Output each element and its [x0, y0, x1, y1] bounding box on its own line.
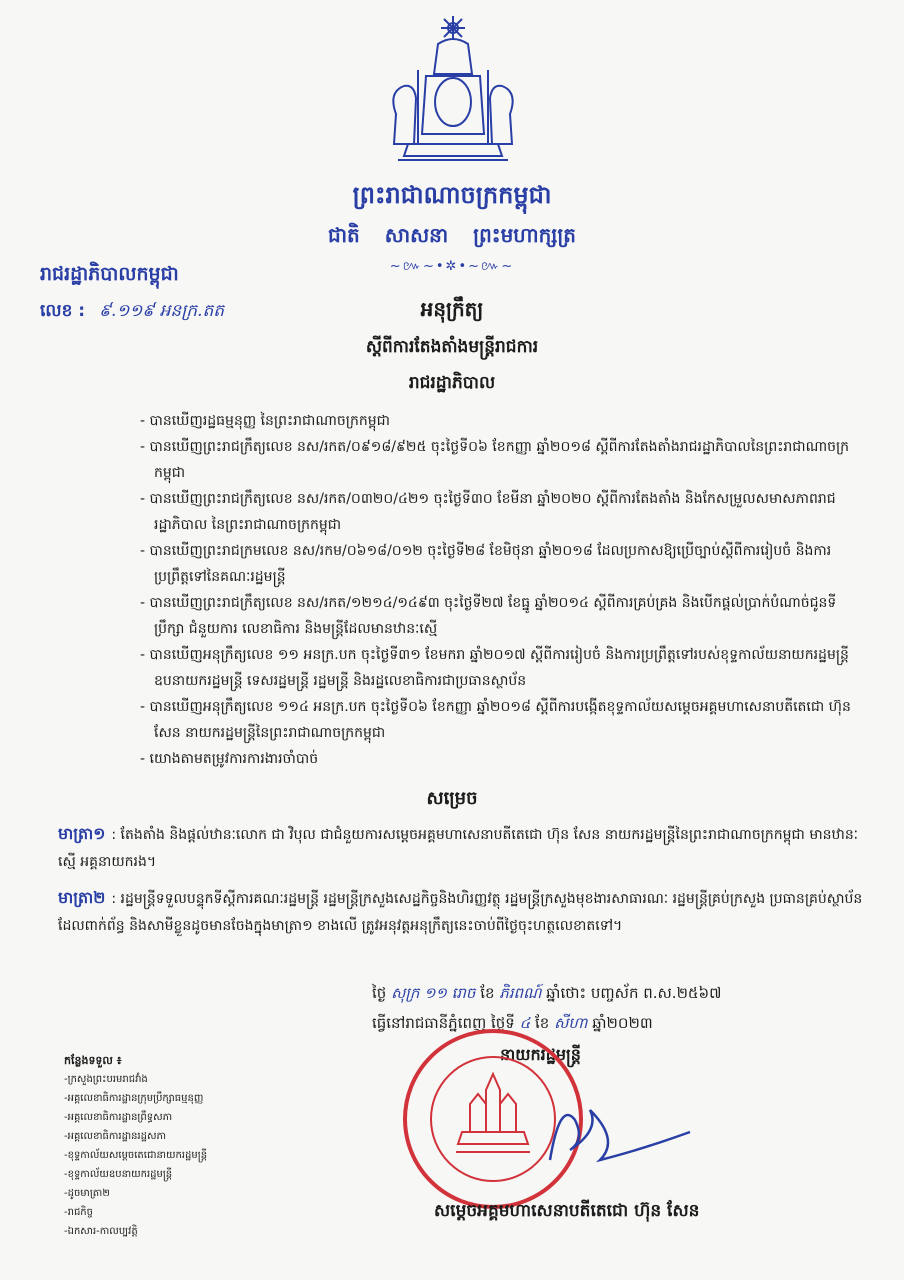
- decision-heading: សម្រេច: [426, 788, 478, 809]
- lunar-date: [372, 984, 721, 1006]
- handwritten-signature: [530, 1080, 700, 1180]
- lunar-year: ឆ្នាំថោះ បញ្ចស័ក ព.ស.២៥៦៧: [546, 984, 722, 1002]
- number-label: លេខ :: [40, 301, 86, 321]
- issuing-body: រាជរដ្ឋាភិបាលកម្ពុជា: [40, 263, 179, 285]
- document-subject: ស្តីពីការតែងតាំងមន្ត្រីរាជការ: [365, 337, 539, 357]
- article-text: : រដ្ឋមន្ត្រីទទួលបន្ទុកទីស្តីការគណៈរដ្ឋមន្ត្រី រដ្ឋមន្ត្រីក្រសួងសេដ្ឋកិច្ចនិងហិរញ្ញវត្ថុ រដ្ឋមន្ត្រីក្រសួងមុខងារសាធារណៈ រដ្ឋមន្ត្រីគ្រប់ក្រសួង ប្រធានគ្រប់ស្ថាប័នដែលពាក់ព័ន្ធ និងសាមីខ្លួនដូចមានចែងក្នុងមាត្រា១ ខាងលើ ត្រូវអនុវត្តអនុក្រឹត្យនេះចាប់ពីថ្ងៃចុះហត្ថលេខាតទៅ។: [58, 891, 863, 934]
- ornament-divider: ~៚~•✲•~៚~: [389, 259, 515, 274]
- signer-title: នាយករដ្ឋមន្ត្រី: [500, 1045, 581, 1064]
- consideration-item: - បានឃើញព្រះរាជក្រឹត្យលេខ នស/រកត/១២១៤/១៤៩៣ ចុះថ្ងៃទី២៧ ខែធ្នូ ឆ្នាំ២០១៤ ស្តីពីការគ្រប់គ្រង និងបើកផ្តល់ប្រាក់បំណាច់ជូនទីប្រឹក្សា ជំនួយការ លេខាធិការ និងមន្ត្រីដែលមានឋានៈស្មើ: [140, 590, 862, 642]
- kingdom-heading: ព្រះរាជាណាចក្រកម្ពុជា: [352, 181, 552, 209]
- lunar-month: ភិរពណ៍: [499, 984, 542, 1002]
- recipient-item: -រាជកិច្ច: [64, 1207, 93, 1218]
- article-1: [58, 820, 864, 876]
- article-2: [58, 884, 864, 940]
- consideration-item: - បានឃើញអនុក្រឹត្យលេខ ១១៤ អនក្រ.បក ចុះថ្ងៃទី០៦ ខែកញ្ញា ឆ្នាំ២០១៨ ស្តីពីការបង្កើតខុទ្ទកាល័យសម្តេចអគ្គមហាសេនាបតីតេជោ ហ៊ុន សែន នាយករដ្ឋមន្ត្រីនៃព្រះរាជាណាចក្រកម្ពុជា: [140, 694, 862, 746]
- consideration-item: - បានឃើញព្រះរាជក្រឹត្យលេខ នស/រកត/០៩១៨/៩២៥ ចុះថ្ងៃទី០៦ ខែកញ្ញា ឆ្នាំ២០១៨ ស្តីពីការតែងតាំងរាជរដ្ឋាភិបាលនៃព្រះរាជាណាចក្រកម្ពុជា: [140, 434, 862, 486]
- recipient-item: -អគ្គលេខាធិការដ្ឋានព្រឹទ្ធសភា: [64, 1112, 173, 1123]
- royal-arms-emblem: [378, 14, 528, 174]
- number-value: ៩.១១៩ អនក្រ.តត: [99, 301, 225, 321]
- recipient-item: -ខុទ្ទកាល័យឧបនាយករដ្ឋមន្ត្រី: [64, 1169, 173, 1180]
- article-label: មាត្រា២: [58, 888, 106, 907]
- recipient-item: -ដូចមាត្រា២: [64, 1188, 110, 1199]
- signer-name: សម្តេចអគ្គមហាសេនាបតីតេជោ ហ៊ុន សែន: [434, 1201, 700, 1221]
- recipient-item: -ខុទ្ទកាល័យសម្តេចតេជោនាយករដ្ឋមន្ត្រី: [64, 1150, 208, 1161]
- lunar-day: សុក្រ ១១ រោច: [391, 984, 476, 1002]
- recipient-item: -ក្រសួងព្រះបរមរាជវាំង: [64, 1074, 148, 1085]
- consideration-item: - យោងតាមតម្រូវការការងារចាំបាច់: [140, 746, 862, 772]
- solar-year: ឆ្នាំ២០២៣: [592, 1014, 653, 1032]
- lunar-date-prefix: ថ្ងៃ: [372, 984, 387, 1002]
- lunar-month-label: ខែ: [480, 984, 495, 1002]
- solar-date-prefix: ធ្វើនៅរាជធានីភ្នំពេញ ថ្ងៃទី: [372, 1014, 515, 1032]
- article-label: មាត្រា១: [58, 824, 106, 843]
- national-motto: ជាតិ សាសនា ព្រះមហាក្សត្រ: [328, 223, 576, 247]
- consideration-item: - បានឃើញព្រះរាជក្រឹត្យលេខ នស/រកត/០៣២០/៤២១ ចុះថ្ងៃទី៣០ ខែមីនា ឆ្នាំ២០២០ ស្តីពីការតែងតាំង និងកែសម្រួលសមាសភាពរាជរដ្ឋាភិបាល នៃព្រះរាជាណាចក្រកម្ពុជា: [140, 486, 862, 538]
- recipient-item: -អគ្គលេខាធិការដ្ឋានក្រុមប្រឹក្សាធម្មនុញ្ញ: [64, 1093, 204, 1104]
- recipients-heading: កន្លែងទទួល ៖: [64, 1054, 122, 1067]
- consideration-item: - បានឃើញព្រះរាជក្រមលេខ នស/រកម/០៦១៨/០១២ ចុះថ្ងៃទី២៨ ខែមិថុនា ឆ្នាំ២០១៨ ដែលប្រកាសឱ្យប្រើច្បាប់ស្តីពីការរៀបចំ និងការប្រព្រឹត្តទៅនៃគណៈរដ្ឋមន្ត្រី: [140, 538, 862, 590]
- consideration-item: - បានឃើញរដ្ឋធម្មនុញ្ញ នៃព្រះរាជាណាចក្រកម្ពុជា: [140, 408, 862, 434]
- recipient-item: -អគ្គលេខាធិការដ្ឋានរដ្ឋសភា: [64, 1131, 166, 1142]
- article-text: : តែងតាំង និងផ្តល់ឋានៈលោក ជា វិបុល ជាជំនួយការសម្តេចអគ្គមហាសេនាបតីតេជោ ហ៊ុន សែន នាយករដ្ឋមន្ត្រីនៃព្រះរាជាណាចក្រកម្ពុជា មានឋានៈស្មើ អគ្គនាយករង។: [58, 827, 859, 870]
- consideration-item: - បានឃើញអនុក្រឹត្យលេខ ១១ អនក្រ.បក ចុះថ្ងៃទី៣១ ខែមករា ឆ្នាំ២០១៧ ស្តីពីការរៀបចំ និងការប្រព្រឹត្តទៅរបស់ខុទ្ទកាល័យនាយករដ្ឋមន្ត្រី ឧបនាយករដ្ឋមន្ត្រី ទេសរដ្ឋមន្ត្រី រដ្ឋមន្ត្រី និងរដ្ឋលេខាធិការជាប្រធានស្ថាប័ន: [140, 642, 862, 694]
- document-type: អនុក្រឹត្យ: [420, 297, 484, 321]
- solar-day: ៤: [519, 1014, 531, 1032]
- recipients-list: [64, 1070, 207, 1241]
- issuing-authority: រាជរដ្ឋាភិបាល: [408, 373, 496, 393]
- solar-month-label: ខែ: [535, 1014, 550, 1032]
- considerations-list: [140, 408, 862, 772]
- recipient-item: -ឯកសារ-កាលប្បវត្តិ: [64, 1226, 138, 1237]
- solar-month: សីហា: [554, 1014, 588, 1032]
